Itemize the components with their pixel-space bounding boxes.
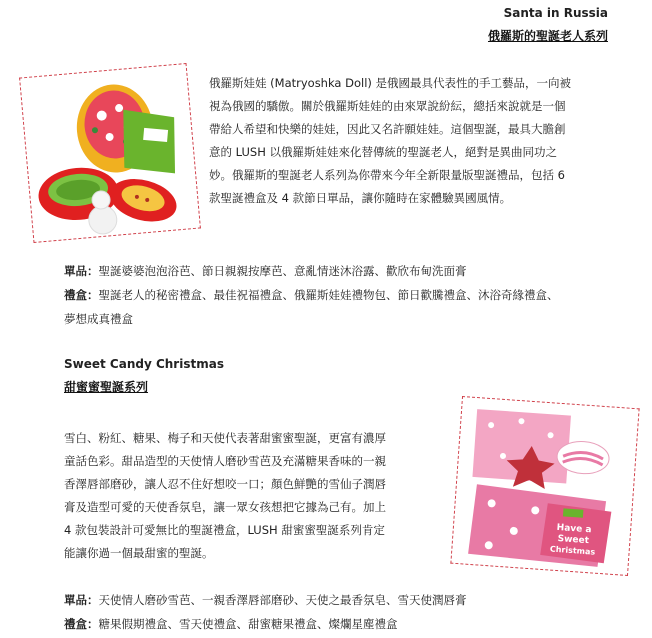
section1-title-zh: 俄羅斯的聖誕老人系列: [487, 29, 608, 43]
section1-title-en: Santa in Russia: [503, 6, 608, 20]
section2-title-en: Sweet Candy Christmas: [64, 357, 224, 371]
section1-line-4: 意的 LUSH 以俄羅斯娃娃來化替傳統的聖誕老人，絕對是異曲同功之: [209, 145, 558, 159]
section1-description: [209, 72, 614, 210]
gifts-text: 聖誕老人的秘密禮盒、最佳祝福禮盒、俄羅斯娃娃禮物包、節日歡騰禮盒、沐浴奇緣禮盒、: [98, 288, 559, 302]
section1-line-3: 帶給人希望和快樂的娃娃，因此又名許願娃娃。這個聖誕，最具大膽創: [209, 122, 566, 136]
section1-line-1: 俄羅斯娃娃 (Matryoshka Doll) 是俄國最具代表性的手工藝品，一向被: [209, 76, 572, 90]
section2-title-zh: 甜蜜蜜聖誕系列: [64, 380, 149, 394]
section2-product-list: [64, 588, 624, 636]
section2-line-1: 雪白、粉紅、糖果、梅子和天使代表著甜蜜蜜聖誕，更富有濃厚: [64, 431, 386, 445]
singles-label: 單品：: [64, 593, 99, 607]
section1-line-6: 款聖誕禮盒及 4 款節日單品，讓你隨時在家體驗異國風情。: [209, 191, 512, 205]
singles-label: 單品：: [64, 264, 99, 278]
section2-line-6: 能讓你過一個最甜蜜的聖誕。: [64, 546, 214, 560]
singles-text: 天使情人磨砂雪芭、一親香澤唇部磨砂、天使之最香氛皂、雪天使潤唇膏: [98, 593, 467, 607]
section1-gifts-row: [64, 283, 624, 307]
svg-text:Have a: Have a: [556, 522, 592, 536]
matryoshka-gift-photo: [19, 63, 201, 243]
gifts-label: 禮盒：: [64, 617, 99, 631]
section2-line-5: 4 款包裝設計可愛無比的聖誕禮盒，LUSH 甜蜜蜜聖誕系列肯定: [64, 523, 385, 537]
section1-gifts-row-cont: 夢想成真禮盒: [64, 312, 133, 326]
singles-text: 聖誕婆婆泡泡浴芭、節日親親按摩芭、意亂情迷沐浴露、歡欣布甸洗面膏: [98, 264, 467, 278]
section1-line-5: 妙。俄羅斯的聖誕老人系列為你帶來今年全新限量版聖誕禮品，包括 6: [209, 168, 565, 182]
sweet-candy-gift-photo: [450, 396, 639, 576]
svg-text:Sweet: Sweet: [557, 534, 590, 547]
section2-description: [64, 427, 454, 565]
section1-product-list: [64, 259, 624, 331]
svg-text:Christmas: Christmas: [549, 544, 596, 557]
section1-line-2: 視為俄國的驕傲。關於俄羅斯娃娃的由來眾說紛紜，總括來說就是一個: [209, 99, 566, 113]
section2-line-2: 童話色彩。甜品造型的天使情人磨砂雪芭及充滿糖果香味的一親: [64, 454, 386, 468]
section2-line-3: 香澤唇部磨砂，讓人忍不住好想咬一口；顏色鮮艷的雪仙子潤唇: [64, 477, 386, 491]
section2-line-4: 膏及造型可愛的天使香氛皂，讓一眾女孩想把它據為己有。加上: [64, 500, 386, 514]
gifts-label: 禮盒：: [64, 288, 99, 302]
gifts-text: 糖果假期禮盒、雪天使禮盒、甜蜜糖果禮盒、燦爛星塵禮盒: [98, 617, 398, 631]
section2-singles-row: [64, 588, 624, 612]
section1-singles-row: [64, 259, 624, 283]
section2-gifts-row: [64, 612, 624, 636]
